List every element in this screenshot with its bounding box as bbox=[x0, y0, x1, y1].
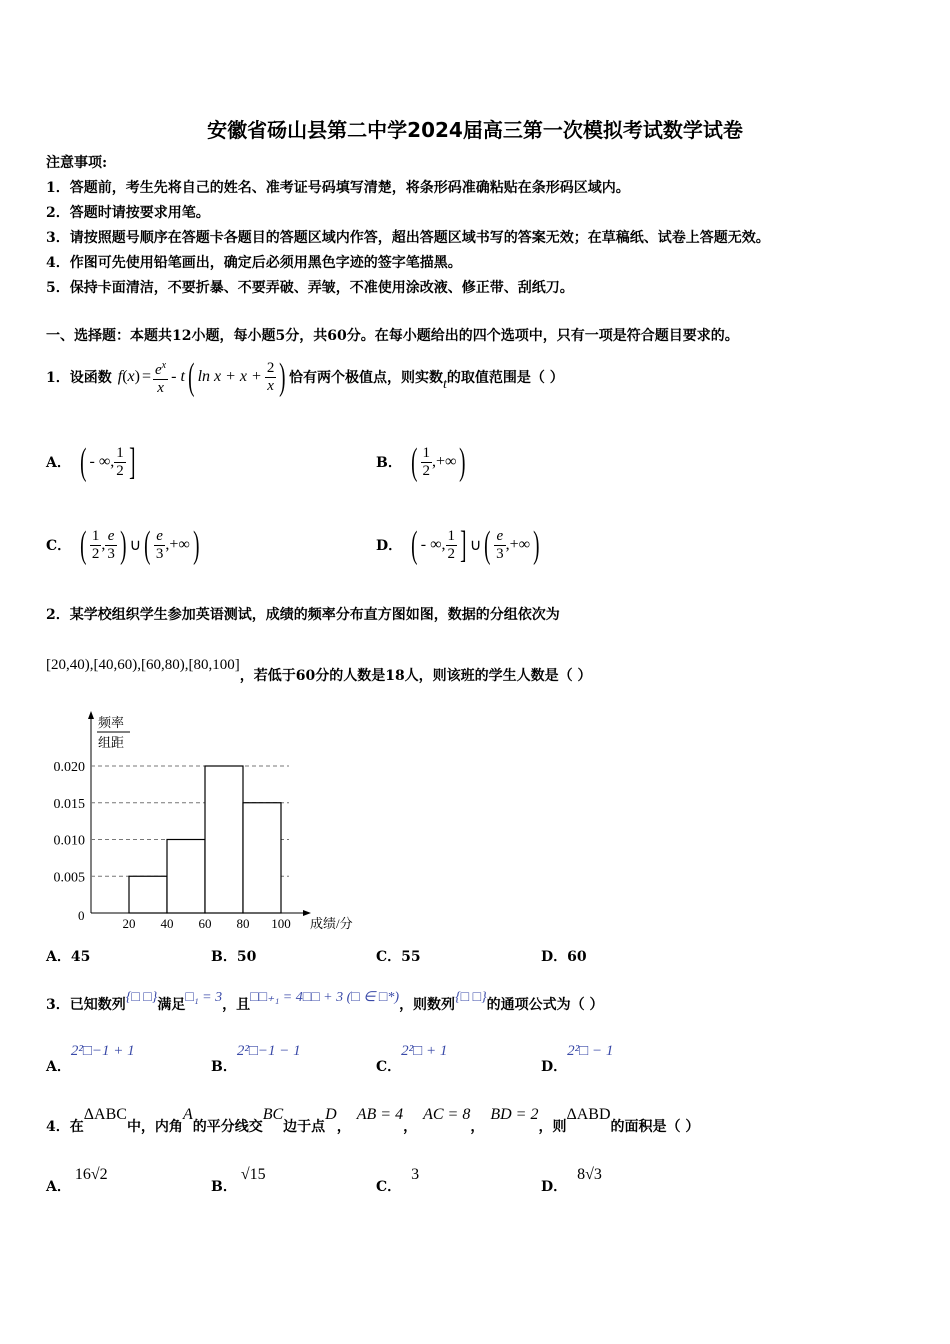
frac-den: 2 bbox=[422, 462, 430, 479]
q1-exp: x bbox=[161, 360, 167, 371]
q3-sequence: {□ □} bbox=[125, 990, 158, 1005]
q1-x2: x bbox=[267, 377, 274, 394]
q3-mid3: ，则数列 bbox=[399, 997, 456, 1013]
histogram-bar bbox=[129, 876, 167, 913]
page-title: 安徽省砀山县第二中学2024届高三第一次模拟考试数学试卷 bbox=[207, 118, 743, 142]
option-label: C． bbox=[46, 538, 72, 554]
x-tick-label: 40 bbox=[160, 916, 174, 931]
q3-prefix: 3．已知数列 bbox=[46, 997, 126, 1013]
q4-option-b[interactable] bbox=[211, 1160, 266, 1196]
q4-point-d: D bbox=[325, 1106, 337, 1123]
frac-num: 1 bbox=[447, 527, 456, 544]
q1-suffix: 的取值范围是（ ） bbox=[446, 370, 564, 386]
q4-triangle: ΔABC bbox=[83, 1106, 127, 1123]
q2-intervals: [20,40),[40,60),[60,80),[80,100] bbox=[46, 656, 240, 673]
frac-num: e bbox=[107, 527, 115, 544]
y-label-bottom: 组距 bbox=[98, 735, 125, 750]
q1-two: 2 bbox=[266, 359, 275, 376]
q4-condition-ab: AB = 4 bbox=[356, 1106, 404, 1123]
frac-num: e bbox=[156, 527, 163, 544]
q1-f: f bbox=[117, 368, 123, 385]
q1-minus-t: - t bbox=[171, 368, 185, 385]
q4-angle-a: A bbox=[182, 1106, 193, 1123]
q2-option-b[interactable] bbox=[211, 946, 256, 966]
x-tick-label: 20 bbox=[122, 916, 136, 931]
option-label: C． bbox=[376, 949, 402, 965]
histogram-bar bbox=[243, 803, 281, 913]
q2-option-c[interactable] bbox=[376, 946, 421, 966]
frac-den: 2 bbox=[447, 545, 456, 562]
frac-den: 2 bbox=[91, 545, 100, 562]
q1-t: t bbox=[442, 377, 447, 392]
option-expr: 2²□ + 1 bbox=[401, 1043, 448, 1059]
y-tick-label: 0.010 bbox=[53, 833, 85, 849]
option-tail: ,+∞ bbox=[165, 536, 190, 553]
q4-text: 中，内角 bbox=[126, 1119, 183, 1135]
q3-sequence2: {□ □} bbox=[455, 990, 487, 1005]
option-label: A． bbox=[46, 1059, 71, 1075]
q4-condition-ac: AC = 8 bbox=[423, 1106, 471, 1123]
union-symbol: ∪ bbox=[129, 537, 142, 554]
q3-option-b[interactable] bbox=[211, 1040, 301, 1076]
origin-label: 0 bbox=[78, 908, 85, 923]
notice-item: 3．请按照题号顺序在答题卡各题目的答题区域内作答，超出答题区域书写的答案无效；在草稿纸、试卷上答题无效。 bbox=[46, 230, 770, 246]
q1-ln-part: ln x + x + bbox=[197, 368, 262, 385]
option-label: C． bbox=[376, 1059, 402, 1075]
option-tail: ,+∞ bbox=[432, 453, 457, 470]
q1-eq: = bbox=[141, 368, 151, 385]
section-heading: 一、选择题：本题共12小题，每小题5分，共60分。在每小题给出的四个选项中，只有一项是符合题目要求的。 bbox=[46, 328, 739, 344]
option-expr: √15 bbox=[240, 1166, 266, 1183]
q4-text: 的平分线交 bbox=[192, 1119, 263, 1135]
q4-option-c[interactable] bbox=[376, 1160, 419, 1196]
q1-option-c[interactable]: C． ( $\frac{1}{2}$ , $\frac{e}{3}$ ) ∪ ( $\frac{e}{3}$ ,+∞ ) bbox=[46, 524, 200, 566]
option-value: 60 bbox=[567, 949, 587, 965]
x-tick-label: 80 bbox=[236, 916, 250, 931]
notice-heading: 注意事项: bbox=[46, 155, 108, 171]
option-label: A． bbox=[46, 1179, 71, 1195]
option-expr: 2²□ − 1 bbox=[567, 1043, 614, 1059]
option-expr: 2²□−1 + 1 bbox=[70, 1043, 135, 1059]
q1-option-a[interactable]: A． ( - ∞, $\frac{1}{2}$ ] bbox=[46, 441, 136, 483]
frac-den: 3 bbox=[155, 545, 164, 562]
notice-item: 5．保持卡面清洁，不要折暴、不要弄破、弄皱，不准使用涂改液、修正带、刮纸刀。 bbox=[46, 280, 574, 296]
frac-num: 1 bbox=[91, 527, 100, 544]
q2-option-a[interactable] bbox=[46, 946, 90, 966]
frequency-histogram bbox=[40, 708, 370, 936]
option-value: 45 bbox=[70, 949, 91, 965]
union-symbol: ∪ bbox=[469, 537, 482, 554]
q2-option-d[interactable] bbox=[541, 946, 587, 966]
y-tick-label: 0.005 bbox=[53, 870, 85, 886]
q1-prefix: 1．设函数 bbox=[46, 370, 112, 386]
q1-e: e bbox=[155, 362, 162, 378]
question-3 bbox=[46, 986, 604, 1014]
q1-x: x bbox=[127, 368, 135, 385]
option-label: B． bbox=[211, 949, 237, 965]
option-lead: - ∞, bbox=[89, 453, 115, 470]
option-expr: 2²□−1 − 1 bbox=[236, 1043, 301, 1059]
q3-option-d[interactable] bbox=[541, 1040, 613, 1076]
notice-item: 2．答题时请按要求用笔。 bbox=[46, 205, 210, 221]
x-tick-label: 60 bbox=[198, 916, 212, 931]
q1-two-over-x bbox=[265, 360, 277, 395]
option-expr: 8√3 bbox=[577, 1166, 602, 1183]
q1-option-d[interactable]: D． ( - ∞, $\frac{1}{2}$ ] ∪ ( $\frac{e}{3}$ ,+∞ ) bbox=[376, 524, 540, 566]
q4-option-d[interactable] bbox=[541, 1160, 602, 1196]
option-label: A． bbox=[46, 455, 71, 471]
option-value: 55 bbox=[401, 949, 421, 965]
q4-triangle2: ΔABD bbox=[566, 1106, 611, 1123]
y-tick-label: 0.020 bbox=[53, 760, 85, 775]
option-label: D． bbox=[541, 1059, 568, 1075]
q1-option-b[interactable]: B． ( $\frac{1}{2}$ ,+∞ ) bbox=[376, 441, 466, 483]
q3-mid1: 满足 bbox=[157, 997, 186, 1013]
notice-item: 1．答题前，考生先将自己的姓名、准考证号码填写清楚，将条形码准确粘贴在条形码区域内。 bbox=[46, 180, 630, 196]
option-value: 50 bbox=[236, 949, 257, 965]
question-2: 2．某学校组织学生参加英语测试，成绩的频率分布直方图如图，数据的分组依次为 bbox=[46, 607, 560, 623]
q1-exp-fraction bbox=[153, 357, 168, 397]
frac-num: 1 bbox=[116, 444, 124, 461]
q3-mid2: ，且 bbox=[222, 997, 251, 1013]
histogram-bar bbox=[167, 840, 205, 914]
option-expr: 3 bbox=[411, 1166, 420, 1183]
frac-num: 1 bbox=[422, 444, 430, 461]
q4-text: ，则 bbox=[538, 1119, 567, 1135]
y-tick-label: 0.015 bbox=[53, 796, 85, 812]
q3-condition1: □₁ = 3 bbox=[185, 990, 223, 1005]
option-lead: - ∞, bbox=[420, 536, 446, 553]
q4-option-a[interactable] bbox=[46, 1160, 108, 1196]
option-label: A． bbox=[46, 949, 71, 965]
option-label: D． bbox=[541, 949, 568, 965]
option-label: B． bbox=[211, 1059, 237, 1075]
option-label: C． bbox=[376, 1179, 402, 1195]
q4-text: 4．在 bbox=[46, 1119, 84, 1135]
option-tail: ,+∞ bbox=[505, 536, 530, 553]
x-axis-label: 成绩/分 bbox=[310, 916, 353, 931]
histogram-bar bbox=[205, 766, 243, 913]
question-4: 4．在 ΔABC 中，内角 A 的平分线交 BC 边于点 D ， AB = 4 ， AC = 8 ， BD = 2 ，则 ΔABD 的面积是（ ） bbox=[46, 1106, 700, 1135]
q1-den-x: x bbox=[157, 380, 164, 396]
frac-den: 3 bbox=[107, 545, 115, 562]
question-1: 1．设函数 f ( x ) = $\frac{e^x}{x}$ - t ( ln x + x + $\frac{2}{x}$ ) 恰有两个极值点，则实数 t 的取值范围是（ ） bbox=[46, 356, 564, 398]
q4-text: 边于点 bbox=[283, 1119, 326, 1135]
q1-middle: 恰有两个极值点，则实数 bbox=[288, 370, 443, 386]
q4-side-bc: BC bbox=[262, 1106, 284, 1123]
option-expr: 16√2 bbox=[74, 1166, 108, 1183]
option-label: D． bbox=[541, 1179, 568, 1195]
y-label-top: 频率 bbox=[98, 715, 125, 730]
q3-condition2: □□₊₁ = 4□□ + 3 (□ ∈ □*) bbox=[250, 990, 400, 1005]
notice-item: 4．作图可先使用铅笔画出，确定后必须用黑色字迹的签字笔描黑。 bbox=[46, 255, 462, 271]
q2-text2: ，若低于60分的人数是18人，则该班的学生人数是（ ） bbox=[239, 668, 592, 684]
x-tick-label: 100 bbox=[271, 916, 291, 931]
frac-den: 3 bbox=[496, 545, 504, 562]
q4-text: 的面积是（ ） bbox=[610, 1119, 700, 1135]
frac-den: 2 bbox=[116, 462, 124, 479]
option-label: D． bbox=[376, 538, 403, 554]
q3-option-c[interactable] bbox=[376, 1040, 447, 1076]
option-label: B． bbox=[376, 455, 402, 471]
y-axis-arrow bbox=[88, 711, 94, 719]
q3-suffix: 的通项公式为（ ） bbox=[486, 997, 604, 1013]
frac-num: e bbox=[496, 527, 504, 544]
q3-option-a[interactable] bbox=[46, 1040, 135, 1076]
option-label: B． bbox=[211, 1179, 237, 1195]
q4-condition-bd: BD = 2 bbox=[490, 1106, 539, 1123]
question-2-line2 bbox=[46, 650, 592, 684]
